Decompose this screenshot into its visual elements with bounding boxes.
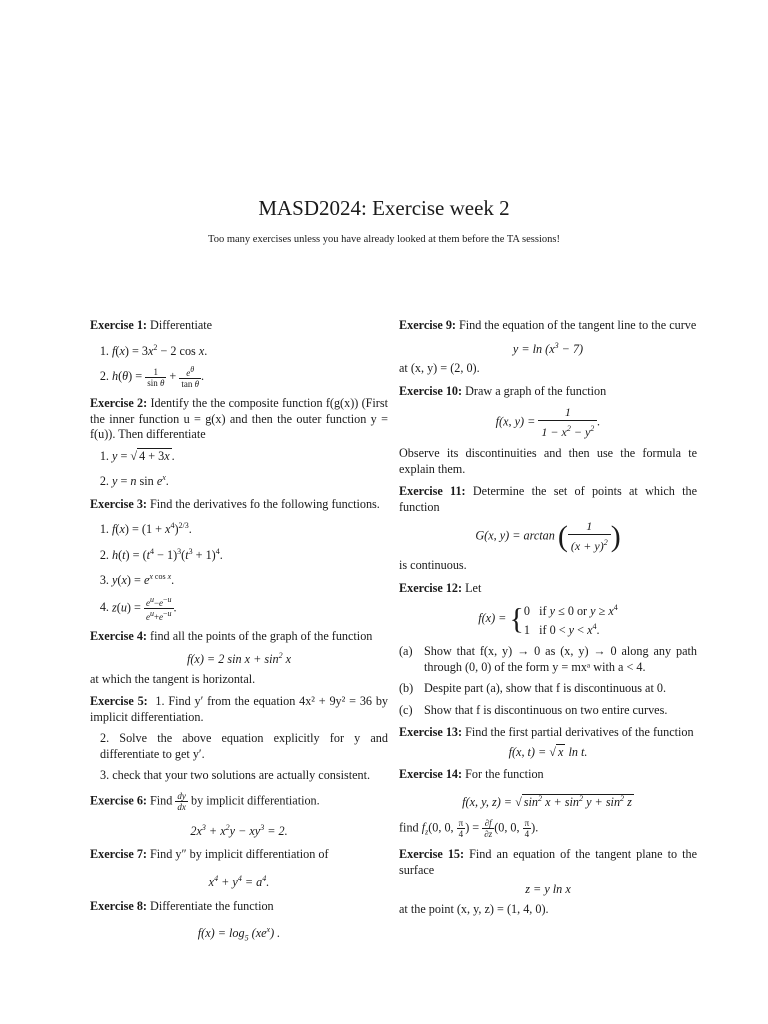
- exercise-8-heading: Exercise 8:: [90, 898, 147, 913]
- exercise-4: [90, 629, 388, 688]
- exercise-12-label-b: (b): [399, 681, 414, 696]
- exercise-6-text-b: by implicit differentiation.: [190, 793, 320, 808]
- exercise-4-after: at which the tangent is horizontal.: [90, 671, 256, 686]
- exercise-12-list: [399, 644, 697, 718]
- exercise-1: [90, 318, 388, 389]
- exercise-5-item-3: 3. check that your two solutions are actually consistent.: [100, 768, 371, 783]
- exercise-2-item-1: 1. y = √ 4 + 3x .: [112, 449, 388, 465]
- exercise-12-label-c: (c): [399, 702, 413, 717]
- exercise-14-find: find $f_z(0$, 0, $\frac{\pi}{4}$ ) = $\frac{\partial f}{\partial z}$ (0, 0, $\frac{\pi}{4}$ ).: [399, 818, 539, 840]
- document-subtitle: Too many exercises unless you have already looked at them before the TA sessions!: [208, 234, 560, 245]
- exercise-3-item-3: 3. $y(x) = e^{x cos x}$.: [112, 569, 388, 589]
- exercise-6: Exercise 6: Find $\frac{dy}{dx}$ by implicit differentiation. $2x^3 + x^2y - xy^3 = 2$.: [90, 791, 388, 840]
- exercise-12: [399, 581, 697, 719]
- exercise-9-after: at (x, y) = (2, 0).: [399, 361, 480, 376]
- exercise-7-heading: Exercise 7:: [90, 847, 147, 862]
- exercise-3-item-1: 1. $f(x) = (1 + x^4)^{2/3}$.: [112, 518, 388, 538]
- exercise-1-heading: Exercise 1:: [90, 318, 147, 332]
- exercise-5-item-2: 2. Solve the above equation explicitly for y and differentiate to get y′.: [100, 731, 388, 761]
- exercise-1-item-1: 1. $f(x) = 3x^2 - 2$ cos x.: [112, 340, 388, 360]
- exercise-6-text-a: Find: [150, 793, 173, 808]
- exercise-12-heading: Exercise 12:: [399, 580, 463, 595]
- exercise-5: [90, 694, 388, 784]
- exercise-15: [399, 847, 697, 917]
- exercise-12-item-c: [399, 703, 697, 719]
- exercise-14-find-word: find: [399, 820, 419, 835]
- exercise-13-heading: Exercise 13:: [399, 725, 463, 740]
- exercise-15-after: at the point (x, y, z) = (1, 4, 0).: [399, 901, 549, 916]
- document-title: MASD2024: Exercise week 2: [258, 196, 510, 220]
- exercise-2-list: [90, 449, 388, 490]
- exercise-8-text: Differentiate the function: [150, 898, 274, 913]
- exercise-9: [399, 318, 697, 377]
- exercise-8-equation: $f(x) = \log_5 (xe^x)$ .: [197, 925, 281, 943]
- exercise-10-after: Observe its discontinuities and then use the formula te explain them.: [399, 446, 697, 476]
- exercise-5-item-2-text: Solve the above equation explicitly for y and differentiate to get y′.: [100, 731, 388, 761]
- exercise-13: [399, 725, 697, 760]
- exercise-11-after: is continuous.: [399, 558, 467, 573]
- exercise-12-item-b-text: Despite part (a), show that f is discontinuous at 0.: [424, 681, 667, 696]
- exercise-5-heading: Exercise 5:: [90, 694, 148, 709]
- exercise-11-heading: Exercise 11:: [399, 484, 466, 499]
- exercise-14: [399, 767, 697, 840]
- exercise-11-equation: G(x, y) = arctan ( $\frac{1}{(x + y)^2}$ ): [475, 519, 621, 554]
- exercise-12-equation: f(x) = {0 if y ≤ 0 or $y \ge x^4$ 1 if $0 < y < x^4$.: [478, 602, 618, 638]
- exercise-14-equation: f(x, y, z) = √ $\sin^2 x + \sin^2 y + \sin^2 z$: [462, 793, 632, 809]
- exercise-6-equation: $2x^3 + x^2y - xy^3 = 2$.: [190, 822, 288, 838]
- exercise-3-heading: Exercise 3:: [90, 496, 147, 511]
- exercise-3: [90, 497, 388, 622]
- exercise-3-list: [90, 518, 388, 622]
- exercise-9-equation: $y = \ln (x^3 - 7)$: [512, 340, 584, 356]
- exercise-10-equation: f(x, y) = $\frac{1}{1 - x^2 - y^2}$ .: [495, 405, 601, 440]
- exercise-2-text: Identify the the composite function f(g(x)) (First the inner function u = g(x) and then the outer function y = f(u)). Then differentiate: [90, 396, 388, 442]
- exercise-15-heading: Exercise 15:: [399, 847, 465, 862]
- exercise-1-list: [90, 340, 388, 390]
- exercise-13-text: Find the first partial derivatives of the function: [465, 725, 694, 740]
- exercise-3-item-2: 2. $h(t) = (t^4 - 1)^3(t^3 + 1)^4$.: [112, 544, 388, 564]
- exercise-11: [399, 484, 697, 574]
- exercise-15-text: Find an equation of the tangent plane to the surface: [399, 847, 698, 877]
- exercise-12-item-a-text: Show that f(x, y) → 0 as (x, y) → 0 along any path through (0, 0) of the form y = mxᵃ with a < 4.: [424, 644, 697, 674]
- exercise-9-heading: Exercise 9:: [399, 318, 456, 332]
- exercise-12-text: Let: [465, 580, 482, 595]
- exercise-12-item-a: [399, 644, 697, 675]
- exercise-5-list: [90, 694, 388, 784]
- exercise-4-equation: f(x) = 2 $\sin x + \sin^2 x$: [186, 651, 292, 667]
- exercise-2: [90, 396, 388, 490]
- exercise-12-item-b: [399, 681, 697, 697]
- exercise-14-heading: Exercise 14:: [399, 767, 463, 782]
- exercise-2-item-2: 2. y = n $\sin e^x$.: [112, 470, 388, 490]
- exercise-15-equation: z = y ln x: [525, 882, 571, 897]
- exercise-9-text: Find the equation of the tangent line to the curve: [459, 318, 697, 332]
- exercise-1-item-2: 2. h(θ) = $\frac{1}{\text{sin θ}}$ + $\frac{e^\theta}{\text{tan θ}}$ .: [112, 365, 388, 389]
- exercise-4-text: find all the points of the graph of the function: [150, 628, 373, 643]
- exercise-4-heading: Exercise 4:: [90, 628, 147, 643]
- left-column: [90, 318, 388, 954]
- right-column: [399, 318, 697, 924]
- exercise-3-item-4: 4. z(u) = $\frac{e^u-e^{-u}}{e^u+e^{-u}}$ .: [112, 595, 388, 622]
- exercise-8: [90, 899, 388, 947]
- exercise-11-text: Determine the set of points at which the function: [399, 484, 698, 514]
- exercise-7-text: Find y″ by implicit differentiation of: [150, 847, 329, 862]
- exercise-13-equation: f(x, t) = √ x ln t.: [508, 744, 588, 759]
- exercise-10-text: Draw a graph of the function: [465, 383, 607, 398]
- exercise-5-item-1: Exercise 5: 1. Find y′ from the equation 4x² + 9y² = 36 by implicit differentiation.: [90, 694, 389, 724]
- exercise-14-text: For the function: [465, 767, 544, 782]
- exercise-7: [90, 847, 388, 890]
- exercise-5-item-1-text: Find y′ from the equation 4x² + 9y² = 36 by implicit differentiation.: [90, 694, 389, 724]
- exercise-7-equation: $x^4 + y^4 = a^4$.: [208, 873, 270, 889]
- exercise-6-heading: Exercise 6:: [90, 793, 147, 808]
- exercise-12-item-c-text: Show that f is discontinuous on two entire curves.: [424, 702, 668, 717]
- exercise-12-label-a: (a): [399, 644, 413, 659]
- exercise-1-text: Differentiate: [150, 318, 213, 332]
- exercise-2-heading: Exercise 2:: [90, 396, 148, 411]
- exercise-10: [399, 384, 697, 478]
- exercise-5-item-3-text: check that your two solutions are actually consistent.: [112, 768, 371, 783]
- exercise-3-text: Find the derivatives fo the following functions.: [150, 496, 380, 511]
- exercise-10-heading: Exercise 10:: [399, 383, 463, 398]
